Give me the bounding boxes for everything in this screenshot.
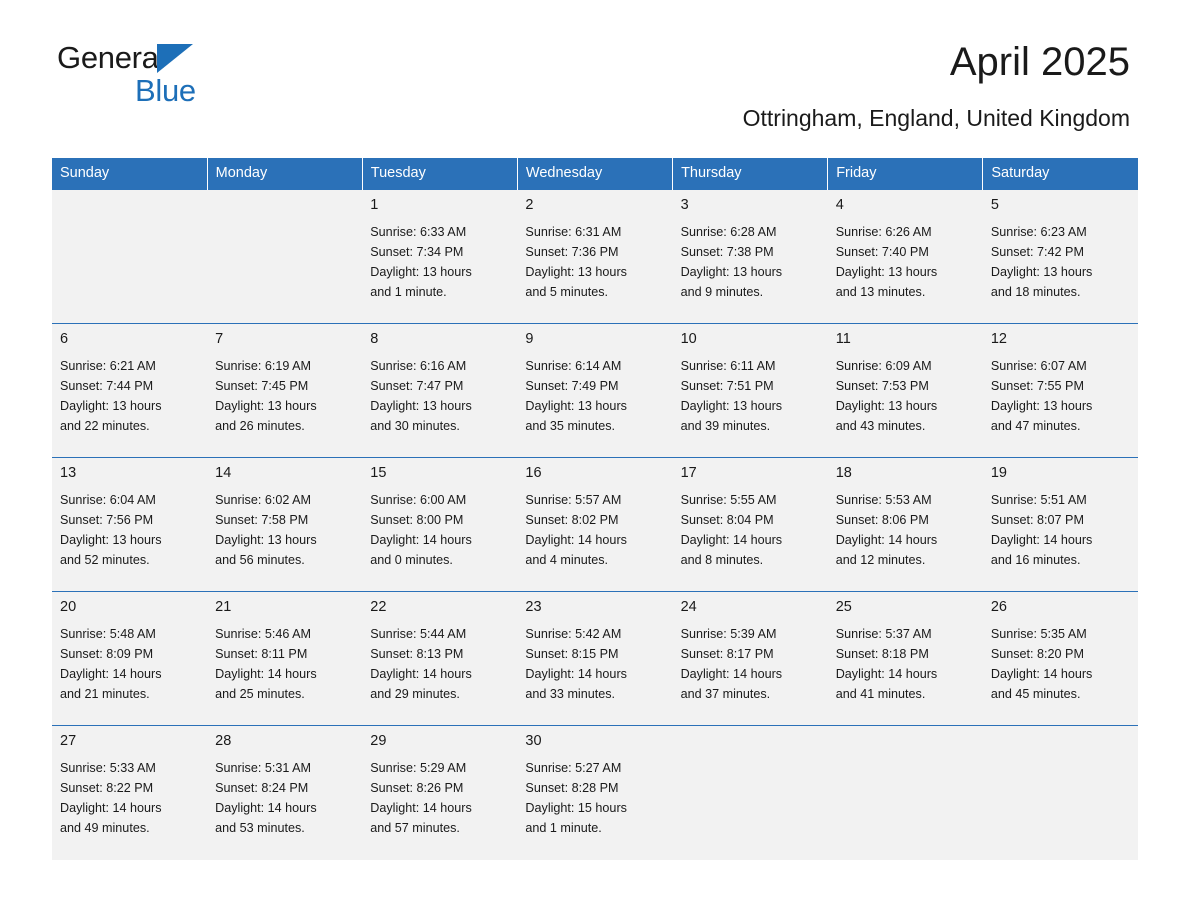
calendar-day-cell-empty xyxy=(983,726,1138,860)
day-sun-info-line: and 22 minutes. xyxy=(60,419,150,433)
day-sun-info xyxy=(370,222,509,302)
calendar-day-cell-empty xyxy=(52,190,207,324)
day-cell-content xyxy=(52,592,207,725)
weekday-header-tuesday: Tuesday xyxy=(362,158,517,190)
day-sun-info xyxy=(836,624,975,704)
day-sun-info-line: Sunrise: 6:04 AM xyxy=(60,493,156,507)
day-sun-info-line: Sunrise: 5:46 AM xyxy=(215,627,312,641)
day-sun-info xyxy=(991,624,1130,704)
triangle-icon xyxy=(157,44,193,73)
day-sun-info xyxy=(525,356,664,436)
sunrise-sunset-calendar xyxy=(52,158,1138,860)
calendar-day-cell[interactable] xyxy=(517,458,672,592)
weekday-header-saturday: Saturday xyxy=(983,158,1138,190)
day-number: 9 xyxy=(525,331,534,347)
weekday-header-thursday: Thursday xyxy=(673,158,828,190)
day-sun-info-line: Sunset: 7:44 PM xyxy=(60,379,154,393)
day-sun-info-line: Daylight: 14 hours xyxy=(60,801,162,815)
day-sun-info xyxy=(370,758,509,838)
day-number: 23 xyxy=(525,599,542,615)
day-sun-info xyxy=(60,490,199,570)
day-sun-info-line: Daylight: 13 hours xyxy=(525,399,627,413)
day-cell-content xyxy=(362,458,517,591)
day-sun-info-line: and 30 minutes. xyxy=(370,419,460,433)
day-sun-info-line: Sunrise: 5:35 AM xyxy=(990,627,1087,641)
day-cell-content xyxy=(362,324,517,457)
calendar-day-cell[interactable] xyxy=(207,324,362,458)
day-sun-info-line: Sunset: 8:00 PM xyxy=(370,513,464,527)
calendar-day-cell[interactable] xyxy=(207,726,362,860)
calendar-day-cell[interactable] xyxy=(828,458,983,592)
calendar-body xyxy=(52,190,1138,860)
day-cell-content xyxy=(673,726,828,860)
day-sun-info-line: Daylight: 13 hours xyxy=(370,399,472,413)
day-sun-info-line: Sunrise: 5:29 AM xyxy=(370,761,467,775)
day-sun-info-line: and 41 minutes. xyxy=(835,687,926,701)
calendar-week-row xyxy=(52,324,1138,458)
day-sun-info-line: and 25 minutes. xyxy=(215,687,305,701)
day-sun-info-line: and 1 minute. xyxy=(370,285,447,299)
day-sun-info-line: Sunrise: 5:27 AM xyxy=(525,761,622,775)
day-number: 3 xyxy=(680,197,689,213)
calendar-week-row xyxy=(52,190,1138,324)
day-sun-info-line: Sunset: 7:56 PM xyxy=(60,513,154,527)
day-cell-content xyxy=(517,190,672,323)
day-sun-info xyxy=(836,222,975,302)
day-sun-info xyxy=(525,758,664,838)
day-sun-info-line: Sunrise: 6:33 AM xyxy=(370,225,467,239)
day-sun-info-line: and 53 minutes. xyxy=(215,821,305,835)
day-sun-info-line: Sunrise: 6:11 AM xyxy=(680,359,776,373)
day-sun-info-line: Daylight: 13 hours xyxy=(835,265,938,279)
calendar-day-cell[interactable] xyxy=(362,324,517,458)
day-sun-info-line: and 8 minutes. xyxy=(680,553,764,567)
day-cell-content xyxy=(673,592,828,725)
day-sun-info-line: and 9 minutes. xyxy=(680,285,764,299)
day-sun-info-line: Sunrise: 5:55 AM xyxy=(680,493,777,507)
day-cell-content xyxy=(517,726,672,860)
weekday-header-monday: Monday xyxy=(207,158,362,190)
day-cell-content xyxy=(828,726,983,860)
page-title: April 2025 xyxy=(949,40,1130,84)
day-sun-info-line: Sunset: 7:53 PM xyxy=(835,379,929,393)
weekday-header-sunday: Sunday xyxy=(52,158,207,190)
day-sun-info-line: Sunset: 7:45 PM xyxy=(215,379,309,393)
day-sun-info-line: Sunrise: 5:44 AM xyxy=(370,627,467,641)
day-sun-info-line: and 5 minutes. xyxy=(525,285,609,299)
calendar-day-cell[interactable] xyxy=(828,592,983,726)
calendar-day-cell[interactable] xyxy=(983,458,1138,592)
day-number: 25 xyxy=(835,599,852,615)
day-sun-info-line: Daylight: 14 hours xyxy=(835,533,938,547)
day-cell-content xyxy=(52,190,207,323)
day-sun-info-line: Sunset: 8:24 PM xyxy=(215,781,309,795)
day-sun-info xyxy=(681,356,820,436)
calendar-day-cell[interactable] xyxy=(52,592,207,726)
day-sun-info-line: and 0 minutes. xyxy=(370,553,453,567)
day-number: 5 xyxy=(990,197,999,213)
day-sun-info-line: Sunrise: 5:42 AM xyxy=(525,627,622,641)
day-sun-info-line: Daylight: 14 hours xyxy=(60,667,162,681)
day-sun-info-line: and 13 minutes. xyxy=(835,285,926,299)
day-sun-info-line: and 45 minutes. xyxy=(990,687,1081,701)
day-cell-content xyxy=(983,190,1138,323)
calendar-day-cell[interactable] xyxy=(207,592,362,726)
day-sun-info-line: Sunset: 8:11 PM xyxy=(215,647,308,661)
day-cell-content xyxy=(828,592,983,725)
day-sun-info-line: and 26 minutes. xyxy=(215,419,305,433)
day-cell-content xyxy=(362,726,517,860)
day-sun-info xyxy=(370,624,509,704)
location-subtitle: Ottringham, England, United Kingdom xyxy=(742,105,1130,131)
day-sun-info-line: Sunrise: 5:31 AM xyxy=(215,761,312,775)
day-cell-content xyxy=(52,726,207,860)
calendar-day-cell[interactable] xyxy=(517,592,672,726)
calendar-day-cell[interactable] xyxy=(52,726,207,860)
day-number: 4 xyxy=(835,197,844,213)
day-sun-info-line: Daylight: 14 hours xyxy=(680,533,783,547)
calendar-day-cell[interactable] xyxy=(673,324,828,458)
day-sun-info xyxy=(370,356,509,436)
day-sun-info-line: Daylight: 13 hours xyxy=(990,265,1093,279)
day-sun-info-line: and 21 minutes. xyxy=(60,687,150,701)
day-sun-info-line: Sunrise: 5:53 AM xyxy=(835,493,932,507)
day-sun-info-line: Sunrise: 6:07 AM xyxy=(990,359,1087,373)
calendar-day-cell[interactable] xyxy=(983,592,1138,726)
day-sun-info-line: Daylight: 14 hours xyxy=(215,801,317,815)
day-number: 21 xyxy=(215,599,232,615)
day-sun-info xyxy=(681,624,820,704)
day-sun-info xyxy=(525,490,664,570)
day-sun-info-line: Sunrise: 5:33 AM xyxy=(60,761,156,775)
generalblue-logo xyxy=(57,42,196,106)
day-sun-info-line: Sunset: 8:07 PM xyxy=(990,513,1084,527)
day-sun-info-line: Sunset: 7:55 PM xyxy=(990,379,1084,393)
day-sun-info-line: Sunrise: 6:02 AM xyxy=(215,493,312,507)
calendar-day-cell[interactable] xyxy=(52,458,207,592)
day-sun-info-line: Daylight: 14 hours xyxy=(525,667,627,681)
day-cell-content xyxy=(52,324,207,457)
day-sun-info-line: and 12 minutes. xyxy=(835,553,926,567)
day-cell-content xyxy=(828,458,983,591)
day-sun-info-line: Sunrise: 5:37 AM xyxy=(835,627,932,641)
day-sun-info xyxy=(60,758,199,838)
day-sun-info-line: and 39 minutes. xyxy=(680,419,771,433)
calendar-day-cell[interactable] xyxy=(983,324,1138,458)
day-sun-info xyxy=(681,222,820,302)
weekday-header-friday: Friday xyxy=(828,158,983,190)
day-cell-content xyxy=(517,592,672,725)
day-sun-info-line: Daylight: 13 hours xyxy=(370,265,472,279)
day-cell-content xyxy=(362,592,517,725)
day-number: 20 xyxy=(60,599,77,615)
day-sun-info-line: Sunset: 7:38 PM xyxy=(680,245,774,259)
day-sun-info-line: and 16 minutes. xyxy=(990,553,1081,567)
day-cell-content xyxy=(517,458,672,591)
day-sun-info xyxy=(215,356,354,436)
calendar-day-cell[interactable] xyxy=(362,726,517,860)
day-sun-info-line: Sunset: 8:09 PM xyxy=(60,647,154,661)
day-sun-info-line: Sunrise: 5:51 AM xyxy=(990,493,1087,507)
day-sun-info-line: Sunset: 8:20 PM xyxy=(990,647,1084,661)
day-number: 1 xyxy=(370,197,379,213)
day-cell-content xyxy=(207,592,362,725)
day-sun-info-line: Daylight: 14 hours xyxy=(370,667,472,681)
day-sun-info-line: Daylight: 15 hours xyxy=(525,801,627,815)
calendar-day-cell[interactable] xyxy=(983,190,1138,324)
day-sun-info-line: Sunset: 7:34 PM xyxy=(370,245,464,259)
day-sun-info xyxy=(525,222,664,302)
day-number: 14 xyxy=(215,465,232,481)
day-number: 24 xyxy=(680,599,697,615)
day-sun-info-line: Sunset: 7:42 PM xyxy=(990,245,1084,259)
day-sun-info-line: Sunset: 8:06 PM xyxy=(835,513,929,527)
day-number: 13 xyxy=(60,465,77,481)
day-sun-info-line: Sunrise: 6:26 AM xyxy=(835,225,932,239)
logo-text-general: General xyxy=(57,40,166,75)
day-sun-info-line: and 56 minutes. xyxy=(215,553,305,567)
day-sun-info-line: and 43 minutes. xyxy=(835,419,926,433)
day-sun-info-line: Daylight: 13 hours xyxy=(60,533,162,547)
day-sun-info-line: Daylight: 13 hours xyxy=(215,533,317,547)
day-cell-content xyxy=(983,592,1138,725)
day-number: 19 xyxy=(990,465,1007,481)
calendar-week-row xyxy=(52,458,1138,592)
day-cell-content xyxy=(207,726,362,860)
day-number: 26 xyxy=(990,599,1007,615)
day-sun-info-line: Daylight: 14 hours xyxy=(990,533,1093,547)
day-sun-info-line: Sunrise: 6:09 AM xyxy=(835,359,932,373)
day-cell-content xyxy=(983,726,1138,860)
day-cell-content xyxy=(828,324,983,457)
day-number: 18 xyxy=(835,465,852,481)
day-sun-info xyxy=(215,758,354,838)
day-sun-info xyxy=(60,624,199,704)
day-number: 30 xyxy=(525,733,542,749)
day-number: 8 xyxy=(370,331,379,347)
day-sun-info-line: Sunset: 8:13 PM xyxy=(370,647,464,661)
day-cell-content xyxy=(673,324,828,457)
day-number: 12 xyxy=(990,331,1007,347)
day-cell-content xyxy=(207,190,362,323)
calendar-day-cell[interactable] xyxy=(828,324,983,458)
day-sun-info-line: Daylight: 13 hours xyxy=(680,399,783,413)
day-sun-info xyxy=(991,356,1130,436)
day-sun-info-line: Sunset: 7:36 PM xyxy=(525,245,619,259)
day-sun-info-line: and 37 minutes. xyxy=(680,687,771,701)
day-sun-info-line: and 35 minutes. xyxy=(525,419,616,433)
day-sun-info-line: and 49 minutes. xyxy=(60,821,150,835)
day-sun-info-line: Sunset: 8:04 PM xyxy=(680,513,774,527)
day-number: 15 xyxy=(370,465,387,481)
day-sun-info-line: and 57 minutes. xyxy=(370,821,460,835)
day-sun-info-line: and 18 minutes. xyxy=(990,285,1081,299)
day-cell-content xyxy=(673,458,828,591)
day-sun-info-line: Sunset: 8:28 PM xyxy=(525,781,619,795)
day-sun-info xyxy=(370,490,509,570)
day-number: 28 xyxy=(215,733,232,749)
day-sun-info-line: Sunset: 7:58 PM xyxy=(215,513,309,527)
day-sun-info-line: Sunset: 8:18 PM xyxy=(835,647,929,661)
day-sun-info xyxy=(836,356,975,436)
day-cell-content xyxy=(207,458,362,591)
day-sun-info-line: Daylight: 14 hours xyxy=(835,667,938,681)
day-sun-info-line: Sunset: 8:26 PM xyxy=(370,781,464,795)
calendar-day-cell[interactable] xyxy=(517,324,672,458)
day-sun-info xyxy=(60,356,199,436)
day-sun-info-line: Sunset: 7:47 PM xyxy=(370,379,464,393)
day-cell-content xyxy=(362,190,517,323)
day-sun-info-line: Daylight: 14 hours xyxy=(680,667,783,681)
day-sun-info xyxy=(681,490,820,570)
day-sun-info-line: Daylight: 13 hours xyxy=(215,399,317,413)
day-sun-info xyxy=(525,624,664,704)
calendar-day-cell[interactable] xyxy=(517,190,672,324)
calendar-week-row xyxy=(52,726,1138,860)
day-cell-content xyxy=(828,190,983,323)
day-cell-content xyxy=(207,324,362,457)
day-sun-info-line: Daylight: 14 hours xyxy=(370,801,472,815)
day-cell-content xyxy=(517,324,672,457)
day-sun-info-line: Sunrise: 6:19 AM xyxy=(215,359,312,373)
day-cell-content xyxy=(673,190,828,323)
day-sun-info-line: Daylight: 14 hours xyxy=(990,667,1093,681)
day-sun-info-line: Daylight: 13 hours xyxy=(990,399,1093,413)
calendar-day-cell[interactable] xyxy=(673,190,828,324)
day-sun-info-line: and 33 minutes. xyxy=(525,687,616,701)
day-sun-info-line: and 1 minute. xyxy=(525,821,602,835)
calendar-day-cell[interactable] xyxy=(673,458,828,592)
day-sun-info-line: Daylight: 13 hours xyxy=(680,265,783,279)
day-cell-content xyxy=(983,324,1138,457)
day-sun-info-line: Sunrise: 6:21 AM xyxy=(60,359,156,373)
day-sun-info-line: Sunset: 8:15 PM xyxy=(525,647,619,661)
day-sun-info-line: Sunset: 8:17 PM xyxy=(680,647,774,661)
calendar-day-cell-empty xyxy=(673,726,828,860)
calendar-week-row xyxy=(52,592,1138,726)
calendar-day-cell[interactable] xyxy=(517,726,672,860)
day-sun-info-line: Sunset: 7:49 PM xyxy=(525,379,619,393)
day-number: 27 xyxy=(60,733,77,749)
calendar-day-cell[interactable] xyxy=(362,190,517,324)
day-sun-info-line: Sunset: 7:40 PM xyxy=(835,245,929,259)
day-sun-info-line: Sunrise: 6:28 AM xyxy=(680,225,777,239)
calendar-day-cell-empty xyxy=(207,190,362,324)
calendar-day-cell[interactable] xyxy=(362,458,517,592)
day-number: 22 xyxy=(370,599,387,615)
day-sun-info-line: Sunset: 8:02 PM xyxy=(525,513,619,527)
calendar-day-cell[interactable] xyxy=(673,592,828,726)
day-number: 6 xyxy=(60,331,69,347)
day-sun-info-line: Daylight: 14 hours xyxy=(370,533,472,547)
calendar-day-cell[interactable] xyxy=(828,190,983,324)
day-sun-info-line: Daylight: 14 hours xyxy=(215,667,317,681)
day-sun-info-line: and 29 minutes. xyxy=(370,687,460,701)
day-number: 16 xyxy=(525,465,542,481)
calendar-day-cell[interactable] xyxy=(207,458,362,592)
day-sun-info xyxy=(836,490,975,570)
day-number: 2 xyxy=(525,197,534,213)
calendar-day-cell[interactable] xyxy=(52,324,207,458)
day-sun-info xyxy=(991,222,1130,302)
day-sun-info-line: Sunset: 8:22 PM xyxy=(60,781,154,795)
day-sun-info-line: Daylight: 13 hours xyxy=(525,265,627,279)
weekday-header-row xyxy=(52,158,1138,190)
day-sun-info xyxy=(215,624,354,704)
day-cell-content xyxy=(52,458,207,591)
day-number: 11 xyxy=(835,331,851,347)
day-sun-info-line: Sunset: 7:51 PM xyxy=(680,379,774,393)
day-number: 7 xyxy=(215,331,224,347)
logo-text-blue: Blue xyxy=(135,73,196,108)
day-sun-info-line: Sunrise: 6:16 AM xyxy=(370,359,467,373)
day-sun-info-line: Daylight: 13 hours xyxy=(835,399,938,413)
day-sun-info-line: Daylight: 13 hours xyxy=(60,399,162,413)
calendar-day-cell-empty xyxy=(828,726,983,860)
day-sun-info-line: Sunrise: 6:23 AM xyxy=(990,225,1087,239)
day-sun-info-line: Sunrise: 6:00 AM xyxy=(370,493,467,507)
day-sun-info-line: Sunrise: 5:57 AM xyxy=(525,493,622,507)
day-number: 17 xyxy=(680,465,697,481)
day-cell-content xyxy=(983,458,1138,591)
calendar-day-cell[interactable] xyxy=(362,592,517,726)
day-number: 10 xyxy=(680,331,697,347)
day-sun-info-line: Daylight: 14 hours xyxy=(525,533,627,547)
day-sun-info-line: and 52 minutes. xyxy=(60,553,150,567)
day-number: 29 xyxy=(370,733,387,749)
weekday-header-wednesday: Wednesday xyxy=(517,158,672,190)
day-sun-info-line: Sunrise: 5:48 AM xyxy=(60,627,156,641)
day-sun-info-line: and 47 minutes. xyxy=(990,419,1081,433)
page-header xyxy=(50,0,1138,131)
day-sun-info xyxy=(991,490,1130,570)
day-sun-info-line: Sunrise: 5:39 AM xyxy=(680,627,777,641)
day-sun-info-line: Sunrise: 6:31 AM xyxy=(525,225,622,239)
day-sun-info-line: and 4 minutes. xyxy=(525,553,609,567)
day-sun-info xyxy=(215,490,354,570)
day-sun-info-line: Sunrise: 6:14 AM xyxy=(525,359,622,373)
